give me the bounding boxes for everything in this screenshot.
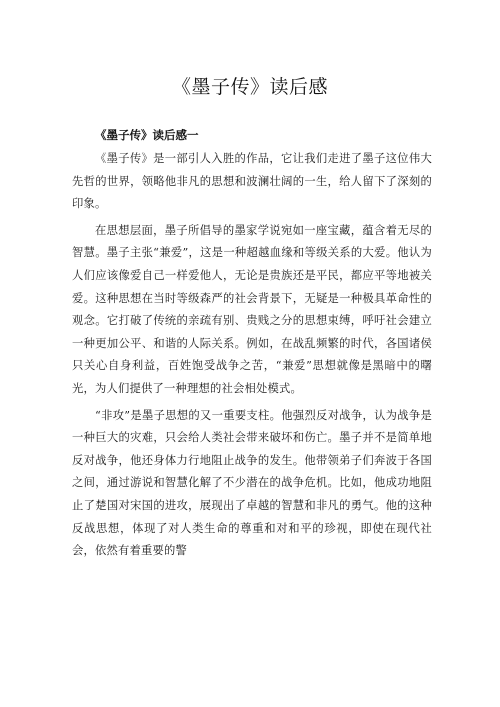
section-subtitle: 《墨子传》读后感一: [95, 128, 199, 142]
document-title: 《墨子传》读后感: [171, 76, 328, 98]
paragraph-3: “非攻”是墨子思想的又一重要支柱。他强烈反对战争，认为战争是一种巨大的灾难，只会给人类社会带来破坏和伤亡。墨子并不是简单地反对战争，他还身体力行地阻止战争的发生。他带领弟子们奔波于各国之间，通过游说和智慧化解了不少潜在的战争危机。比如，他成功地阻止了楚国对宋国的进攻，展现出了卓越的智慧和非凡的勇气。他的这种反战思想，体现了对人类生命的尊重和对和平的珍视，即使在现代社会，依然有着重要的警: [72, 408, 432, 558]
paragraph-1: 《墨子传》是一部引人入胜的作品，它让我们走进了墨子这位伟大先哲的世界，领略他非凡的思想和波澜壮阔的一生，给人留下了深刻的印象。: [72, 152, 432, 211]
paragraph-2: 在思想层面，墨子所倡导的墨家学说宛如一座宝藏，蕴含着无尽的智慧。墨子主张“兼爱”，这是一种超越血缘和等级关系的大爱。他认为人们应该像爱自己一样爱他人，无论是贵族还是平民，都应平等地被关爱。这种思想在当时等级森严的社会背景下，无疑是一种极具革命性的观念。它打破了传统的亲疏有别、贵贱之分的思想束缚，呼吁社会建立一种更加公平、和谐的人际关系。例如，在战乱频繁的时代，各国诸侯只关心自身利益，百姓饱受战争之苦，“兼爱”思想就像是黑暗中的曙光，为人们提供了一种理想的社会相处模式。: [72, 223, 432, 395]
document-body: [72, 124, 432, 567]
